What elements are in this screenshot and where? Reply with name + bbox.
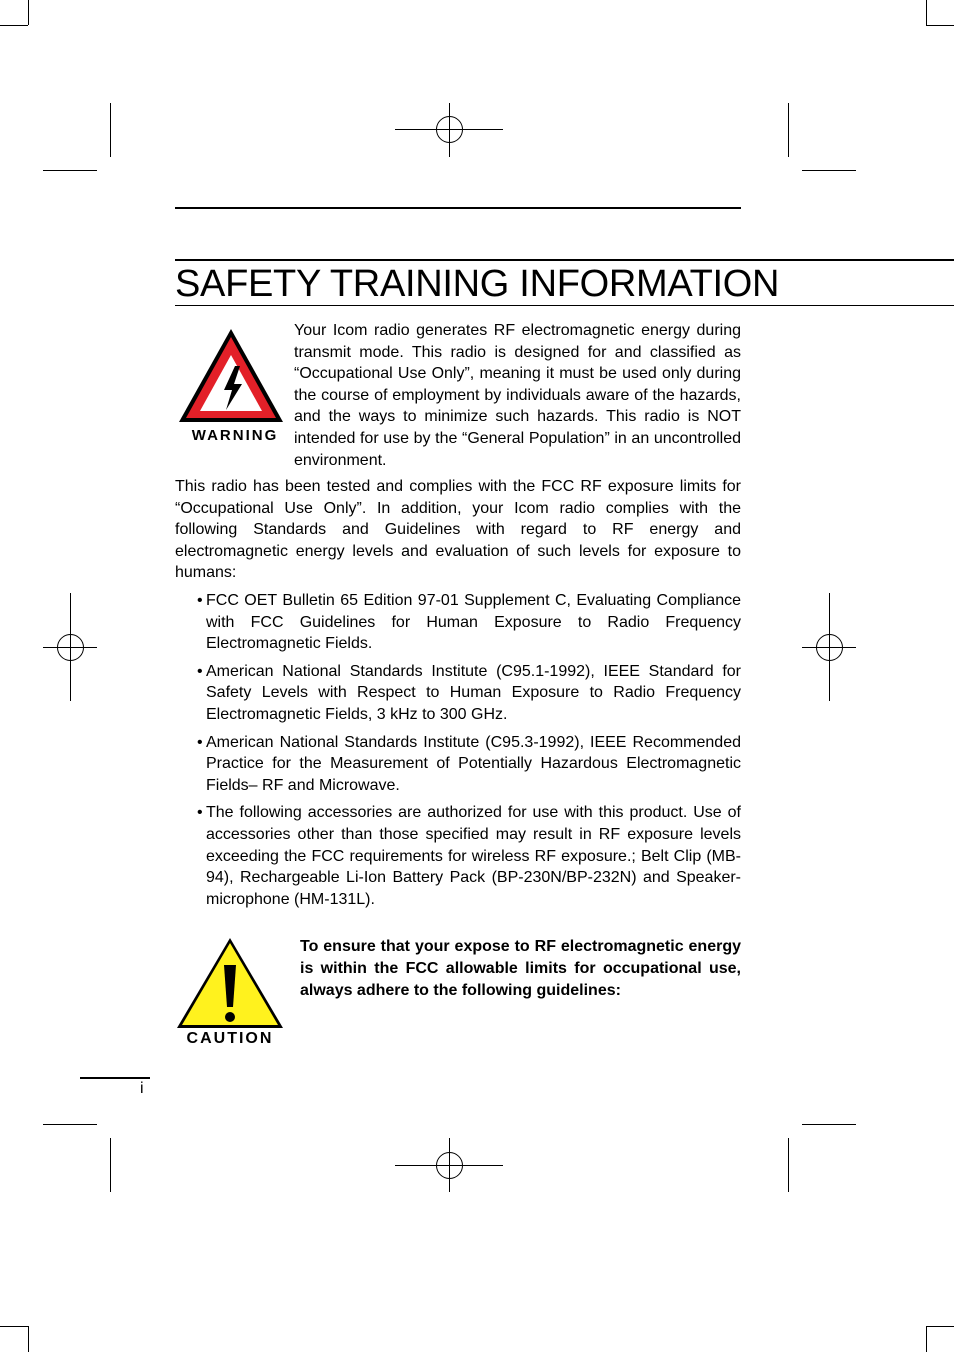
page-number-rule xyxy=(80,1077,150,1079)
page-title: SAFETY TRAINING INFORMATION xyxy=(175,263,780,305)
bullet-marker: • xyxy=(197,804,203,822)
list-item-text: American National Standards Institute (C95.3-1992), IEEE Recommended Practice for the Measurement of Potentially Hazardous Electromagnetic Fields– RF and Microwave. xyxy=(206,733,741,794)
list-item xyxy=(197,590,741,655)
caution-label: CAUTION xyxy=(186,1030,274,1047)
bullet-marker: • xyxy=(197,662,203,680)
list-item xyxy=(197,802,741,910)
list-item-text: FCC OET Bulletin 65 Edition 97-01 Supplement C, Evaluating Compliance with FCC Guidelines for Human Exposure to Radio Frequency Electromagnetic Fields. xyxy=(206,592,741,653)
exposure-paragraph: This radio has been tested and complies with the FCC RF exposure limits for “Occupational Use Only”. In addition, your Icom radio complies with the following Standards and Guidelines with regard to RF energy and electromagnetic energy levels and evaluation of such levels for exposure to humans: xyxy=(175,478,741,582)
warning-label: WARNING xyxy=(191,427,279,444)
guidelines-paragraph: To ensure that your expose to RF electromagnetic energy is within the FCC allowable limits for occupational use, always adhere to the following guidelines: xyxy=(300,938,741,999)
bullet-marker: • xyxy=(197,592,203,609)
page-number: i xyxy=(140,1080,144,1097)
list-item-text: American National Standards Institute (C95.1-1992), IEEE Standard for Safety Levels with Respect to Human Exposure to Radio Frequency Electromagnetic Fields, 3 kHz to 300 GHz. xyxy=(206,662,741,723)
bullet-marker: • xyxy=(197,733,203,751)
exclamation-caution-triangle-icon xyxy=(174,935,286,1031)
title-rule-top xyxy=(175,259,954,261)
list-item xyxy=(197,732,741,797)
lightning-warning-triangle-icon xyxy=(176,326,286,426)
title-rule-bottom xyxy=(175,305,954,306)
list-item xyxy=(197,661,741,726)
intro-paragraph: Your Icom radio generates RF electromagnetic energy during transmit mode. This radio is designed for and classified as “Occupational Use Only”, meaning it must be used only during the course of employment by individuals aware of the hazards, and the ways to minimize such hazards. This radio is NOT intended for use by the “General Population” in an uncontrolled environment. xyxy=(294,322,741,469)
list-item-text: The following accessories are authorized for use with this product. Use of accessories other than those specified may result in RF exposure levels exceeding the FCC requirements for wireless RF exposure.; Belt Clip (MB-94), Rechargeable Li-Ion Battery Pack (BP-230N/BP-232N) and Speaker-microphone (HM-131L). xyxy=(206,804,741,908)
top-rule xyxy=(175,207,741,209)
standards-list xyxy=(197,590,741,916)
